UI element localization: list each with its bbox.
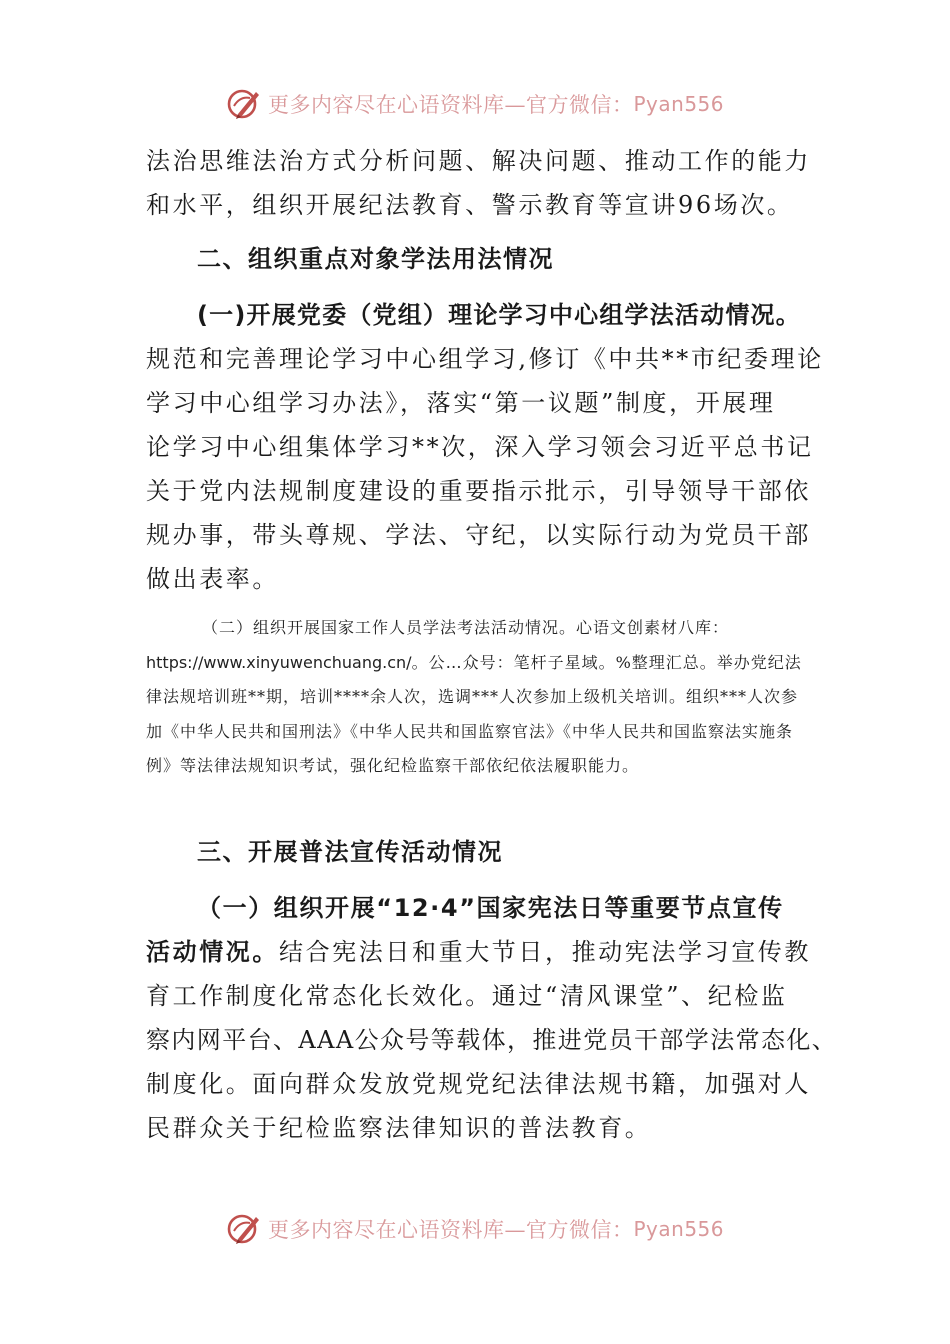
- section-3-sub-1-line: 制度化。面向群众发放党规党纪法律法规书籍，加强对人: [146, 1070, 811, 1098]
- section-2-heading: 二、组织重点对象学法用法情况: [197, 245, 554, 273]
- section-2-sub-1-title: (一)开展党委（党组）理论学习中心组学法活动情况。: [197, 301, 801, 329]
- section-2-sub-1-line: 关于党内法规制度建设的重要指示批示，引导领导干部依: [146, 477, 811, 505]
- section-3-sub-1-line: 民群众关于纪检监察法律知识的普法教育。: [146, 1114, 652, 1142]
- section-2-sub-1-line: 规办事，带头尊规、学法、守纪，以实际行动为党员干部: [146, 521, 811, 549]
- intro-line-1: 法治思维法治方式分析问题、解决问题、推动工作的能力: [146, 147, 811, 175]
- section-2-sub-1-line: 规范和完善理论学习中心组学习,修订《中共**市纪委理论: [146, 345, 824, 373]
- watermark-wechat-id: Pyan556: [633, 92, 724, 116]
- section-3-sub-1-title-end: 活动情况。: [146, 938, 279, 966]
- pen-logo-icon: [226, 86, 262, 122]
- section-3-sub-1-title: （一）组织开展“12·4”国家宪法日等重要节点宣传: [197, 894, 784, 922]
- sub-2-text-b: 。公…众号：笔杆子星域。%整理汇总。举办党纪法律法规培训班**期，培训****余人次，选调***人次参加上级机关培训。组织***人次参加《中华人民共和国刑法》《中华人民共和国监察官法》《中华人民共和国监察法实施条例》等法律法规知识考试，强化纪检监察干部依纪依法履职能力。: [146, 652, 802, 775]
- watermark-wechat-id: Pyan556: [633, 1217, 724, 1241]
- watermark-text: 更多内容尽在心语资料库—官方微信：: [267, 1218, 634, 1242]
- watermark-text: 更多内容尽在心语资料库—官方微信：: [267, 93, 634, 117]
- section-2-sub-2-paragraph: [146, 611, 811, 784]
- intro-line-2: 和水平，组织开展纪法教育、警示教育等宣讲96场次。: [146, 191, 794, 219]
- sub-2-text-a: （二）组织开展国家工作人员学法考法活动情况。心语文创素材八库：: [202, 618, 730, 637]
- source-url-link[interactable]: https://www.xinyuwenchuang.cn/: [146, 652, 412, 672]
- section-2-sub-1-line: 学习中心组学习办法》，落实“第一议题”制度，开展理: [146, 389, 776, 417]
- pen-logo-icon: [226, 1211, 262, 1247]
- section-3-heading: 三、开展普法宣传活动情况: [197, 838, 503, 866]
- section-3-sub-1-line-2: [146, 936, 811, 968]
- footer-watermark: [0, 1209, 950, 1249]
- header-watermark: [0, 84, 950, 124]
- section-3-sub-1-line: 育工作制度化常态化长效化。通过“清风课堂”、纪检监: [146, 982, 788, 1010]
- section-2-sub-1-line: 做出表率。: [146, 565, 279, 593]
- section-3-sub-1-text: 结合宪法日和重大节日，推动宪法学习宣传教: [279, 938, 811, 966]
- section-3-sub-1-line: 察内网平台、AAA公众号等载体，推进党员干部学法常态化、: [146, 1026, 838, 1054]
- section-2-sub-1-line: 论学习中心组集体学习**次，深入学习领会习近平总书记: [146, 433, 814, 461]
